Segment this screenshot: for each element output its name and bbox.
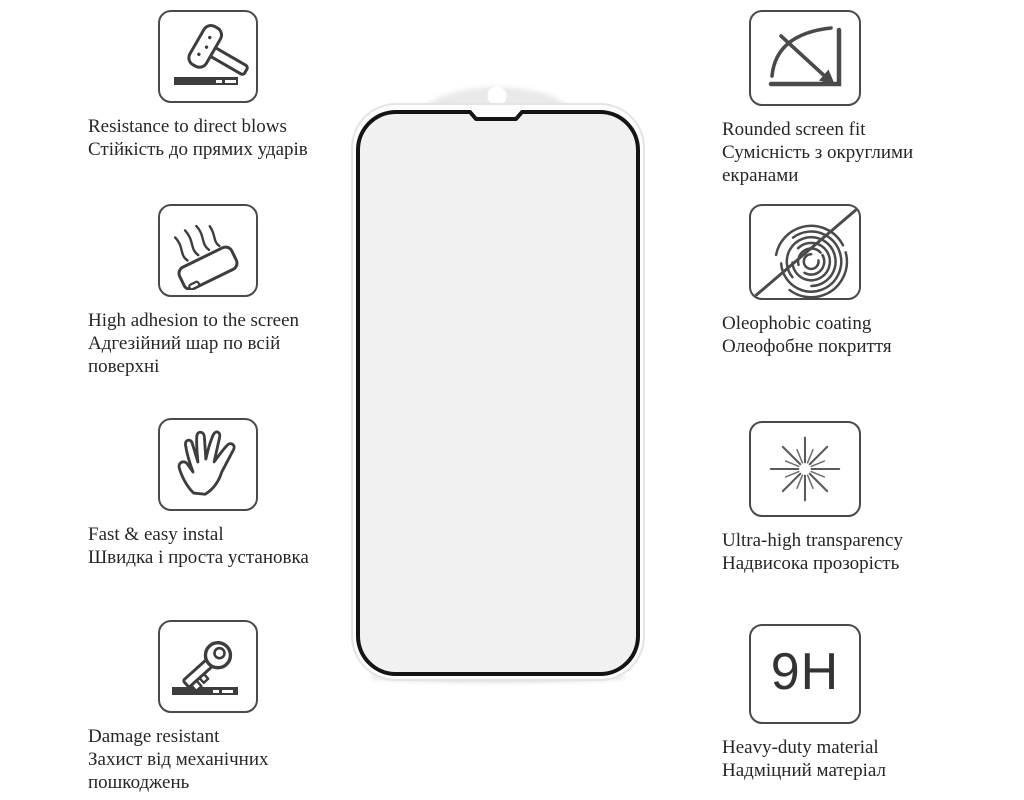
- black-frame-with-notch: [358, 112, 638, 674]
- starburst-glyph: [761, 431, 849, 507]
- feature-rounded-fit: [722, 10, 982, 187]
- rounded-corner-glyph: [759, 18, 851, 98]
- caption-line-en: Oleophobic coating: [722, 313, 872, 334]
- feature-caption: [88, 523, 368, 569]
- caption-line-en: Rounded screen fit: [722, 119, 866, 140]
- caption-line-en: Resistance to direct blows: [88, 116, 287, 137]
- key-scratch-icon: [158, 620, 258, 713]
- caption-line-uk: пошкоджень: [88, 772, 190, 793]
- caption-line-uk: Надміцний матеріал: [722, 760, 886, 781]
- caption-line-uk: Швидка і проста установка: [88, 547, 309, 568]
- caption-line-uk: Надвисока прозорість: [722, 553, 900, 574]
- feature-easy-install: [88, 418, 368, 569]
- caption-line-en: High adhesion to the screen: [88, 310, 300, 331]
- feature-oleophobic: [722, 204, 982, 358]
- feature-caption: [722, 736, 982, 782]
- fingerprint-glyph: [752, 206, 859, 299]
- starburst-icon: [749, 421, 861, 517]
- caption-line-en: Damage resistant: [88, 726, 220, 747]
- adhesion-glyph: [166, 212, 250, 290]
- caption-line-uk: Сумісність з округлими: [722, 142, 914, 163]
- caption-line-uk: Адгезійний шар по всій: [88, 333, 281, 354]
- caption-line-uk: Захист від механічних: [88, 749, 269, 770]
- caption-line-uk: Олеофобне покриття: [722, 336, 892, 357]
- caption-line-en: Heavy-duty material: [722, 737, 879, 758]
- feature-resistance: [88, 10, 368, 161]
- screen-protector-illustration: [338, 78, 660, 690]
- fingerprint-icon: [749, 204, 861, 300]
- caption-line-en: Ultra-high transparency: [722, 530, 903, 551]
- caption-line-uk: Стійкість до прямих ударів: [88, 139, 308, 160]
- hand-glyph: [168, 428, 248, 502]
- caption-line-uk: екранами: [722, 165, 799, 186]
- feature-caption: [722, 312, 982, 358]
- key-scratch-glyph: [166, 630, 250, 704]
- feature-transparency: [722, 421, 982, 575]
- feature-damage-resistant: [88, 620, 368, 794]
- adhesion-glass-icon: [158, 204, 258, 297]
- feature-caption: [88, 725, 368, 794]
- rounded-corner-icon: [749, 10, 861, 106]
- feature-caption: [722, 529, 982, 575]
- caption-line-en: Fast & easy instal: [88, 524, 224, 545]
- hand-icon: [158, 418, 258, 511]
- feature-caption: [88, 309, 368, 378]
- feature-caption: [722, 118, 982, 187]
- hammer-impact-icon: [158, 10, 258, 103]
- hardness-9h-label: 9H: [770, 643, 840, 701]
- caption-line-uk: поверхні: [88, 356, 160, 377]
- hammer-impact-glyph: [166, 20, 250, 94]
- feature-adhesion: [88, 204, 368, 378]
- feature-9h-material: [722, 624, 982, 782]
- feature-caption: [88, 115, 368, 161]
- install-tab-hole: [488, 87, 507, 106]
- hardness-9h-icon: [749, 624, 861, 724]
